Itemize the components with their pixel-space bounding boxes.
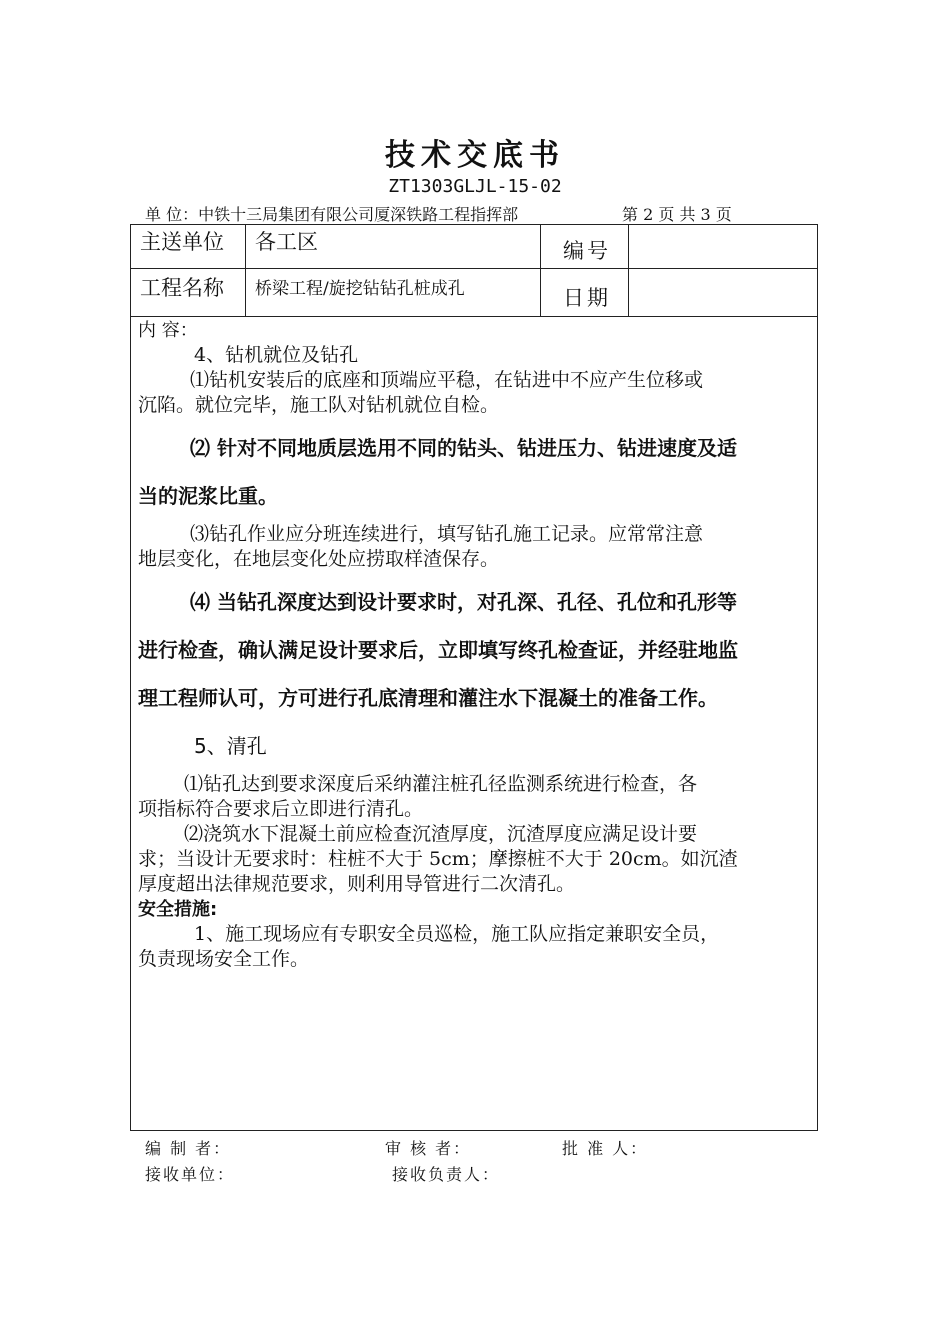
reviewer-field: 审 核 者：: [385, 1139, 472, 1158]
paragraph-4-2-line-1: ⑵ 针对不同地质层选用不同的钻头、钻进压力、钻进速度及适: [190, 436, 737, 460]
row-divider: [130, 316, 818, 317]
column-divider: [540, 224, 541, 316]
row-divider: [130, 268, 818, 269]
safety-item-1-line-1: 1、施工现场应有专职安全员巡检，施工队应指定兼职安全员，: [194, 923, 720, 945]
page-indicator: 第 2 页 共 3 页: [622, 205, 732, 224]
safety-measures-title: 安全措施:: [138, 899, 218, 920]
document-title: 技术交底书: [385, 138, 565, 173]
paragraph-4-1-line-1: ⑴钻机安装后的底座和顶端应平稳，在钻进中不应产生位移或: [190, 369, 704, 391]
date-label: 日期: [563, 286, 611, 310]
project-name-value: 桥梁工程/旋挖钻钻孔桩成孔: [255, 279, 465, 299]
section-5-title: 5、清孔: [194, 734, 267, 758]
approver-field: 批 准 人：: [562, 1139, 649, 1158]
paragraph-5-2-line-2: 求；当设计无要求时：柱桩不大于 5cm；摩擦桩不大于 20cm。如沉渣: [138, 848, 738, 870]
paragraph-5-2-line-1: ⑵浇筑水下混凝土前应检查沉渣厚度，沉渣厚度应满足设计要: [184, 823, 698, 845]
send-unit-label: 主送单位: [140, 230, 224, 254]
section-4-title: 4、钻机就位及钻孔: [194, 344, 359, 366]
project-name-label: 工程名称: [140, 276, 224, 300]
document-number: ZT1303GLJL-15-02: [388, 176, 562, 197]
issuing-unit: 单 位：中铁十三局集团有限公司厦深铁路工程指挥部: [145, 205, 519, 224]
content-section: [138, 318, 810, 972]
receiving-person-field: 接收负责人：: [392, 1165, 501, 1184]
paragraph-4-1-line-2: 沉陷。就位完毕，施工队对钻机就位自检。: [138, 394, 500, 416]
safety-item-1-line-2: 负责现场安全工作。: [138, 948, 310, 970]
column-divider: [245, 224, 246, 316]
content-label: 内 容：: [138, 320, 198, 341]
paragraph-5-2-line-3: 厚度超出法律规范要求，则利用导管进行二次清孔。: [138, 873, 576, 895]
number-label: 编号: [563, 239, 611, 263]
receiving-unit-field: 接收单位：: [145, 1165, 236, 1184]
paragraph-4-3-line-1: ⑶钻孔作业应分班连续进行，填写钻孔施工记录。应常常注意: [190, 523, 704, 545]
paragraph-5-1-line-1: ⑴钻孔达到要求深度后采纳灌注桩孔径监测系统进行检查，各: [184, 773, 698, 795]
paragraph-4-4-line-3: 理工程师认可，方可进行孔底清理和灌注水下混凝土的准备工作。: [138, 686, 718, 710]
column-divider: [628, 224, 629, 316]
compiler-field: 编 制 者：: [145, 1139, 232, 1158]
paragraph-4-4-line-1: ⑷ 当钻孔深度达到设计要求时，对孔深、孔径、孔位和孔形等: [190, 590, 737, 614]
paragraph-4-3-line-2: 地层变化，在地层变化处应捞取样渣保存。: [138, 548, 500, 570]
paragraph-4-2-line-2: 当的泥浆比重。: [138, 484, 278, 508]
paragraph-4-4-line-2: 进行检查，确认满足设计要求后，立即填写终孔检查证，并经驻地监: [138, 638, 738, 662]
paragraph-5-1-line-2: 项指标符合要求后立即进行清孔。: [138, 798, 424, 820]
send-unit-value: 各工区: [255, 230, 318, 254]
